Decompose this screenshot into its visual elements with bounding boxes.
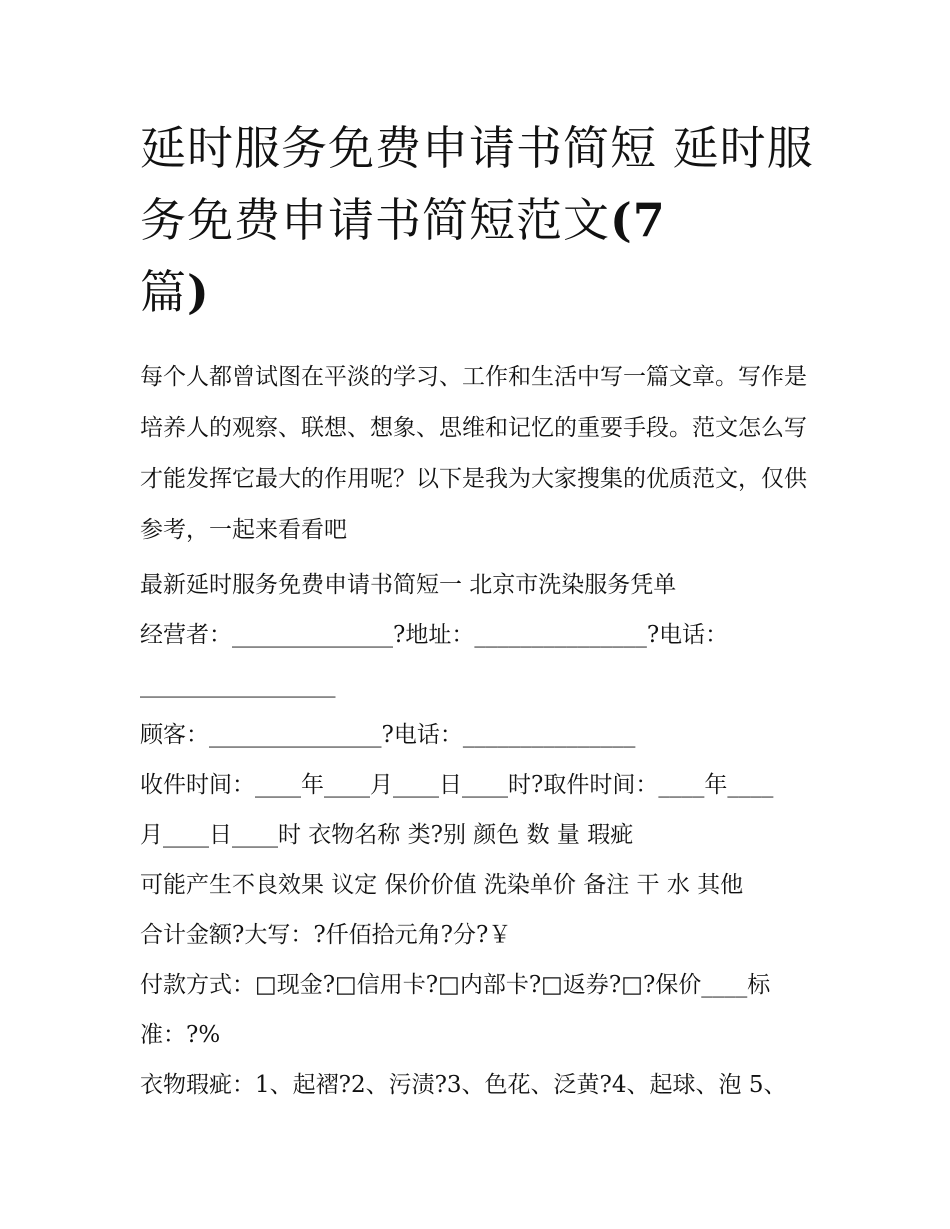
form-line-operator: 经营者：______________?地址：_______________?电话： [140,622,729,648]
form-line-effects: 可能产生不良效果 议定 保价价值 洗染单价 备注 干 水 其他 [140,872,744,898]
form-line-payment: 付款方式：□现金?□信用卡?□内部卡?□返券?□?保价____标 [140,972,771,998]
intro-paragraph: 每个人都曾试图在平淡的学习、工作和生活中写一篇文章。写作是培养人的观察、联想、想象、思维和记忆的重要手段。范文怎么写才能发挥它最大的作用呢？以下是我为大家搜集的优质范文，仅供参考，一起来看看吧 [140,364,807,543]
section-heading: 最新延时服务免费申请书简短一 北京市洗染服务凭单 [140,572,677,598]
form-line-total: 合计金额?大写：?仟佰拾元角?分?￥ [140,922,512,948]
document-title [140,112,820,328]
form-line-times: 收件时间：____年____月____日____时?取件时间：____年____ [140,772,774,798]
form-line-standard: 准：?% [140,1022,221,1048]
title-text: 延时服务免费申请书简短 延时服务免费申请书简短范文 [140,121,814,247]
form-line-defects: 衣物瑕疵：1、起褶?2、污渍?3、色花、泛黄?4、起球、泡 5、 [140,1072,787,1098]
document-body [140,352,820,1110]
form-line-customer: 顾客：_______________?电话：_______________ [140,722,636,748]
title-unit: 篇 [140,265,187,319]
title-count: (7 [610,193,666,247]
form-line-phone-blank: _________________ [140,672,336,698]
form-line-items: 月____日____时 衣物名称 类?别 颜色 数 量 瑕疵 [140,822,634,848]
title-close-paren: ) [187,265,210,319]
